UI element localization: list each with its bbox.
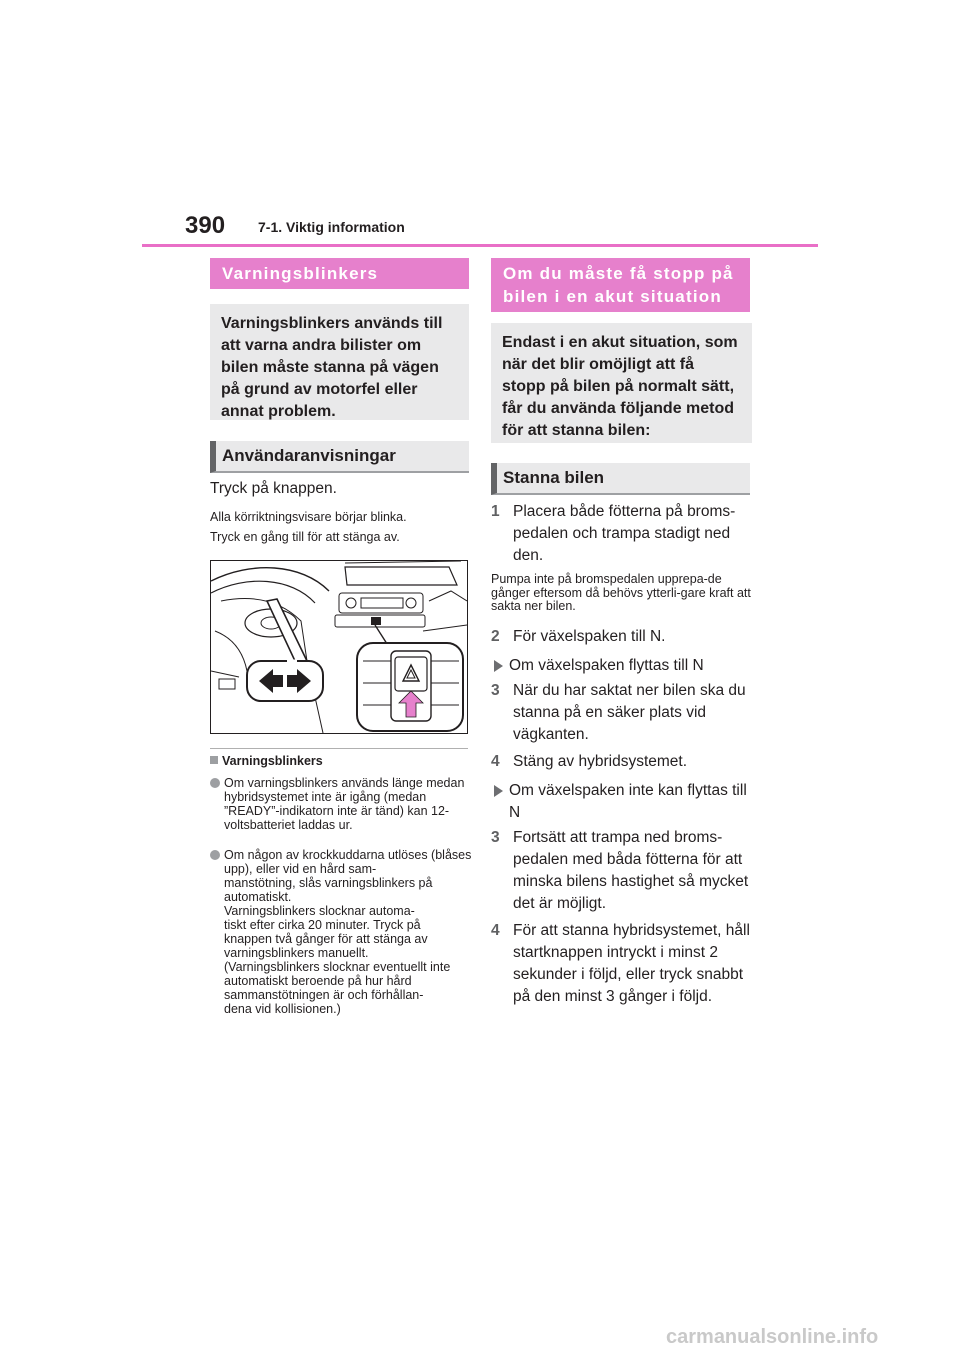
step-text: För växelspaken till N. bbox=[513, 628, 666, 645]
triangle-arrow-icon bbox=[494, 660, 503, 672]
figure-divider bbox=[210, 748, 468, 749]
instruction-text: Tryck på knappen. bbox=[210, 480, 337, 497]
square-bullet-icon bbox=[210, 756, 218, 764]
step-4a bbox=[491, 751, 756, 773]
emergency-intro-box: Endast i en akut situation, som när det blir omöjligt att få stopp på bilen på normalt sätt, får du använda följande metod för att stanna bilen: bbox=[491, 323, 752, 443]
note-bullet-1-text: Om varningsblinkers används länge medan hybridsystemet inte är igång (medan ”READY”-indikatorn inte är tänd) kan 12-voltsbatteriet laddas ur. bbox=[224, 776, 465, 832]
notes-heading-text: Varningsblinkers bbox=[222, 754, 323, 768]
step-4b bbox=[491, 920, 756, 1008]
watermark: carmanualsonline.info bbox=[666, 1326, 879, 1348]
step-number: 2 bbox=[491, 628, 500, 645]
sub-heading-instructions: Användaranvisningar bbox=[210, 441, 469, 473]
note-bullet-2 bbox=[210, 848, 472, 1016]
section-banner-hazard: Varningsblinkers bbox=[210, 258, 469, 289]
section-banner-emergency: Om du måste få stopp på bilen i en akut situation bbox=[491, 258, 750, 312]
note-bullet-1 bbox=[210, 776, 472, 832]
step-text: För att stanna hybridsystemet, håll startknappen intryckt i minst 2 sekunder i följd, eller tryck snabbt på den minst 3 gånger i följd. bbox=[513, 922, 750, 1005]
step-1 bbox=[491, 501, 756, 567]
branch-shift-ok bbox=[491, 655, 756, 677]
branch-text: Om växelspaken inte kan flyttas till N bbox=[509, 782, 747, 821]
sub-heading-stop: Stanna bilen bbox=[491, 463, 750, 495]
step-text: Stäng av hybridsystemet. bbox=[513, 753, 688, 770]
step-2 bbox=[491, 626, 756, 648]
chapter-title: 7-1. Viktig information bbox=[258, 219, 405, 235]
note-line-2: Tryck en gång till för att stänga av. bbox=[210, 530, 400, 544]
step-number: 4 bbox=[491, 922, 500, 939]
step-number: 1 bbox=[491, 503, 500, 520]
page-number: 390 bbox=[185, 212, 226, 239]
step-number: 3 bbox=[491, 829, 500, 846]
note-bullet-2-text: Om någon av krockkuddarna utlöses (blåses upp), eller vid en hård sam- manstötning, slås varningsblinkers på automatiskt. Varningsblinkers slocknar automa- tiskt efter cirka 20 minuter. Tryck på knappen två gånger för att stänga av varningsblinkers manuellt. (Varningsblinkers slocknar eventuellt inte automatiskt beroende på hur hård sammanstötningen är och förhållan- dena vid kollisionen.) bbox=[224, 848, 472, 1016]
branch-shift-fail bbox=[491, 780, 756, 824]
step-3a bbox=[491, 680, 756, 746]
dashboard-illustration-svg bbox=[211, 561, 467, 733]
step-text: Fortsätt att trampa ned broms-pedalen med båda fötterna för att minska bilens hastighet så mycket det är möjligt. bbox=[513, 829, 749, 912]
round-bullet-icon bbox=[210, 850, 220, 860]
header-rule bbox=[142, 244, 818, 247]
note-line-1: Alla körriktningsvisare börjar blinka. bbox=[210, 510, 407, 524]
step-text: När du har saktat ner bilen ska du stanna på en säker plats vid vägkanten. bbox=[513, 682, 746, 743]
step-1-note: Pumpa inte på bromspedalen upprepa-de gånger eftersom då behövs ytterli-gare kraft att sakta ner bilen. bbox=[491, 572, 751, 613]
step-number: 4 bbox=[491, 753, 500, 770]
dashboard-illustration bbox=[210, 560, 468, 734]
step-3b bbox=[491, 827, 756, 915]
triangle-arrow-icon bbox=[494, 785, 503, 797]
step-number: 3 bbox=[491, 682, 500, 699]
branch-text: Om växelspaken flyttas till N bbox=[509, 657, 704, 674]
step-text: Placera både fötterna på broms-pedalen och trampa stadigt ned den. bbox=[513, 503, 736, 564]
hazard-intro-box: Varningsblinkers används till att varna andra bilister om bilen måste stanna på vägen på grund av motorfel eller annat problem. bbox=[210, 304, 469, 420]
round-bullet-icon bbox=[210, 778, 220, 788]
notes-heading bbox=[210, 754, 323, 768]
